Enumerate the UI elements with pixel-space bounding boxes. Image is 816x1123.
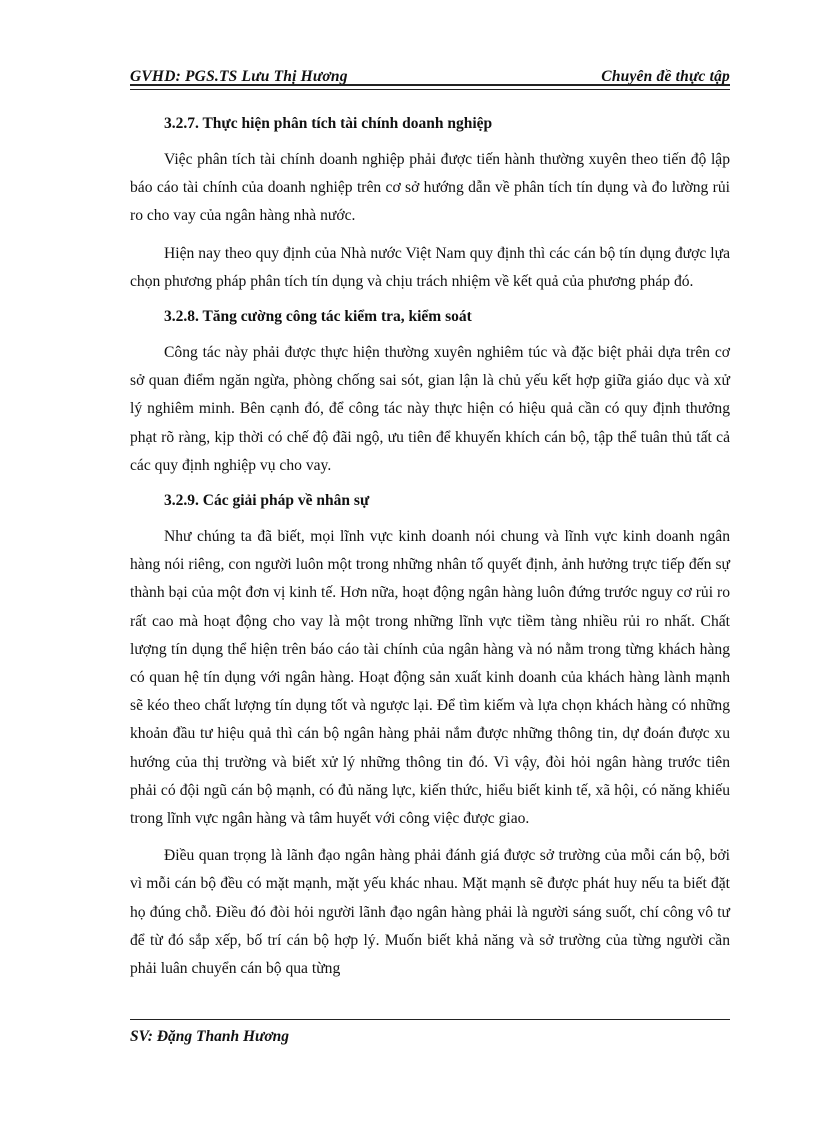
page-body <box>130 112 730 992</box>
header-advisor: GVHD: PGS.TS Lưu Thị Hương <box>130 68 348 85</box>
paragraph: Việc phân tích tài chính doanh nghiệp phải được tiến hành thường xuyên theo tiến độ lập báo cáo tài chính của doanh nghiệp trên cơ sở hướng dẫn về phân tích tín dụng và đo lường rủi ro cho vay của ngân hàng nhà nước. <box>130 151 730 225</box>
paragraph: Như chúng ta đã biết, mọi lĩnh vực kinh doanh nói chung và lĩnh vực kinh doanh ngân hàng nói riêng, con người luôn một trong những nhân tố quyết định, ảnh hưởng trực tiếp đến sự thành bại của một đơn vị kinh tế. Hơn nữa, hoạt động ngân hàng luôn đứng trước nguy cơ rủi ro rất cao mà hoạt động cho vay là một trong những lĩnh vực tiềm tàng nhiều rủi ro nhất. Chất lượng tín dụng thể hiện trên báo cáo tài chính của ngân hàng và nó nằm trong từng khách hàng có quan hệ tín dụng với ngân hàng. Hoạt động sản xuất kinh doanh của khách hàng lành mạnh sẽ kéo theo chất lượng tín dụng tốt và ngược lại. Để tìm kiếm và lựa chọn khách hàng có những khoản đầu tư hiệu quả thì cán bộ ngân hàng phải nắm được những thông tin, dự đoán được xu hướng của thị trường và biết xử lý những thông tin đó. Vì vậy, đòi hỏi ngân hàng trước tiên phải có đội ngũ cán bộ mạnh, có đủ năng lực, kiến thức, hiểu biết kinh tế, xã hội, có năng khiếu trong lĩnh vực ngân hàng và tâm huyết với công việc được giao. <box>130 528 730 828</box>
footer-rule <box>130 1019 730 1020</box>
header-doc-title: Chuyên đề thực tập <box>601 68 730 85</box>
page-footer: SV: Đặng Thanh Hương <box>130 1028 290 1045</box>
section-heading-329: 3.2.9. Các giải pháp về nhân sự <box>164 492 370 510</box>
header-rule <box>130 84 730 90</box>
paragraph: Điều quan trọng là lãnh đạo ngân hàng phải đánh giá được sở trường của mỗi cán bộ, bởi vì mỗi cán bộ đều có mặt mạnh, mặt yếu khác nhau. Mặt mạnh sẽ được phát huy nếu ta biết đặt họ đúng chỗ. Điều đó đòi hỏi người lãnh đạo ngân hàng phải là người sáng suốt, chí công vô tư để từ đó sắp xếp, bố trí cán bộ hợp lý. Muốn biết khả năng và sở trường của từng người cần phải luân chuyển cán bộ qua từng <box>130 847 730 978</box>
section-heading-328: 3.2.8. Tăng cường công tác kiểm tra, kiểm soát <box>164 308 472 326</box>
page-header <box>130 56 730 86</box>
paragraph: Hiện nay theo quy định của Nhà nước Việt Nam quy định thì các cán bộ tín dụng được lựa chọn phương pháp phân tích tín dụng và chịu trách nhiệm về kết quả của phương pháp đó. <box>130 244 730 290</box>
paragraph: Công tác này phải được thực hiện thường xuyên nghiêm túc và đặc biệt phải dựa trên cơ sở quan điểm ngăn ngừa, phòng chống sai sót, gian lận là chủ yếu kết hợp giữa giáo dục và xử lý nghiêm minh. Bên cạnh đó, để công tác này thực hiện có hiệu quả cần có quy định thưởng phạt rõ ràng, kịp thời có chế độ đãi ngộ, ưu tiên để khuyến khích cán bộ, tập thể tuân thủ tất cả các quy định nghiệp vụ cho vay. <box>130 344 730 474</box>
section-heading-327: 3.2.7. Thực hiện phân tích tài chính doanh nghiệp <box>164 115 493 132</box>
